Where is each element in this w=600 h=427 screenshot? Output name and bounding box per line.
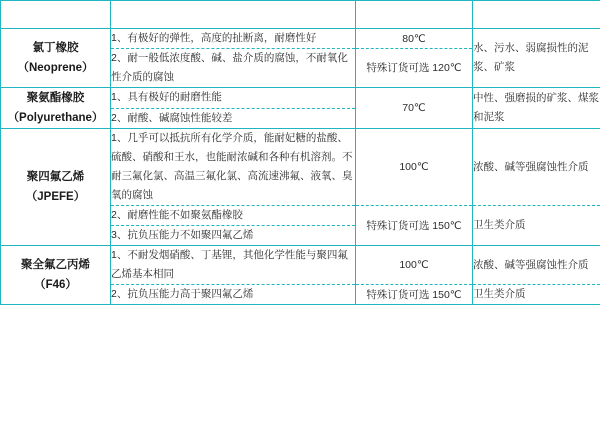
temperature-cell: 80℃ [356, 29, 473, 49]
material-cell-neoprene [1, 29, 111, 88]
material-name-cn: 氯丁橡胶 [32, 42, 79, 54]
material-name-en: （Neoprene） [17, 62, 94, 74]
table-header [1, 1, 600, 29]
range-cell: 卫生类介质 [473, 206, 600, 246]
performance-cell: 1、有极好的弹性，高度的扯断离，耐磨性好 [111, 29, 356, 49]
performance-cell: 2、耐磨性能不如聚氨酯橡胶 [111, 206, 356, 226]
performance-cell: 2、抗负压能力高于聚四氟乙烯 [111, 285, 356, 305]
material-name-cn: 聚氨酯橡胶 [26, 92, 85, 104]
range-cell: 水、污水、弱腐损性的泥浆、矿浆 [473, 29, 600, 88]
table-row [1, 88, 600, 109]
temperature-cell: 特殊订货可选 150℃ [356, 206, 473, 246]
performance-cell: 2、耐一般低浓度酸、碱、盐介质的腐蚀，不耐氧化性介质的腐蚀 [111, 49, 356, 88]
performance-cell: 2、耐酸、碱腐蚀性能较差 [111, 108, 356, 129]
header-cell-range: 适用范围 [473, 1, 600, 29]
material-cell-f46 [1, 246, 111, 305]
temperature-cell: 100℃ [356, 129, 473, 206]
material-cell-polyurethane [1, 88, 111, 129]
range-cell: 卫生类介质 [473, 285, 600, 305]
material-name-en: （F46） [34, 279, 77, 291]
temperature-cell: 特殊订货可选 120℃ [356, 49, 473, 88]
temperature-cell: 100℃ [356, 246, 473, 285]
table-row [1, 246, 600, 285]
performance-cell: 1、不耐发烟硝酸、丁基锂，其他化学性能与聚四氟乙烯基本相同 [111, 246, 356, 285]
table-body [1, 29, 600, 305]
header-cell-performance: 主要性能 [111, 1, 356, 29]
performance-cell: 1、几乎可以抵抗所有化学介质，能耐妃糖的盐酸、硫酸、硝酸和王水，也能耐浓碱和各种有机溶剂。不耐三氟化氯、高温三氟化氯、高流速沸氟、液氧、臭氧的腐蚀 [111, 129, 356, 206]
material-name-cn: 聚全氟乙丙烯 [21, 259, 90, 271]
range-cell: 浓酸、碱等强腐蚀性介质 [473, 246, 600, 285]
header-cell-material: 衬里选择 [1, 1, 111, 29]
table-row [1, 29, 600, 49]
temperature-cell: 特殊订货可选 150℃ [356, 285, 473, 305]
material-name-en: （JPEFE） [25, 191, 86, 203]
material-name-en: （Polyurethane） [7, 112, 104, 124]
material-cell-jpefe [1, 129, 111, 246]
header-cell-temperature: 最高介质温度 [356, 1, 473, 29]
range-cell: 浓酸、碱等强腐蚀性介质 [473, 129, 600, 206]
table-row [1, 129, 600, 206]
performance-cell: 1、具有极好的耐磨性能 [111, 88, 356, 109]
range-cell: 中性、强磨损的矿浆、煤浆和泥浆 [473, 88, 600, 129]
temperature-cell: 70℃ [356, 88, 473, 129]
material-name-cn: 聚四氟乙烯 [26, 171, 85, 183]
header-row [1, 1, 600, 29]
performance-cell: 3、抗负压能力不如聚四氟乙烯 [111, 226, 356, 246]
